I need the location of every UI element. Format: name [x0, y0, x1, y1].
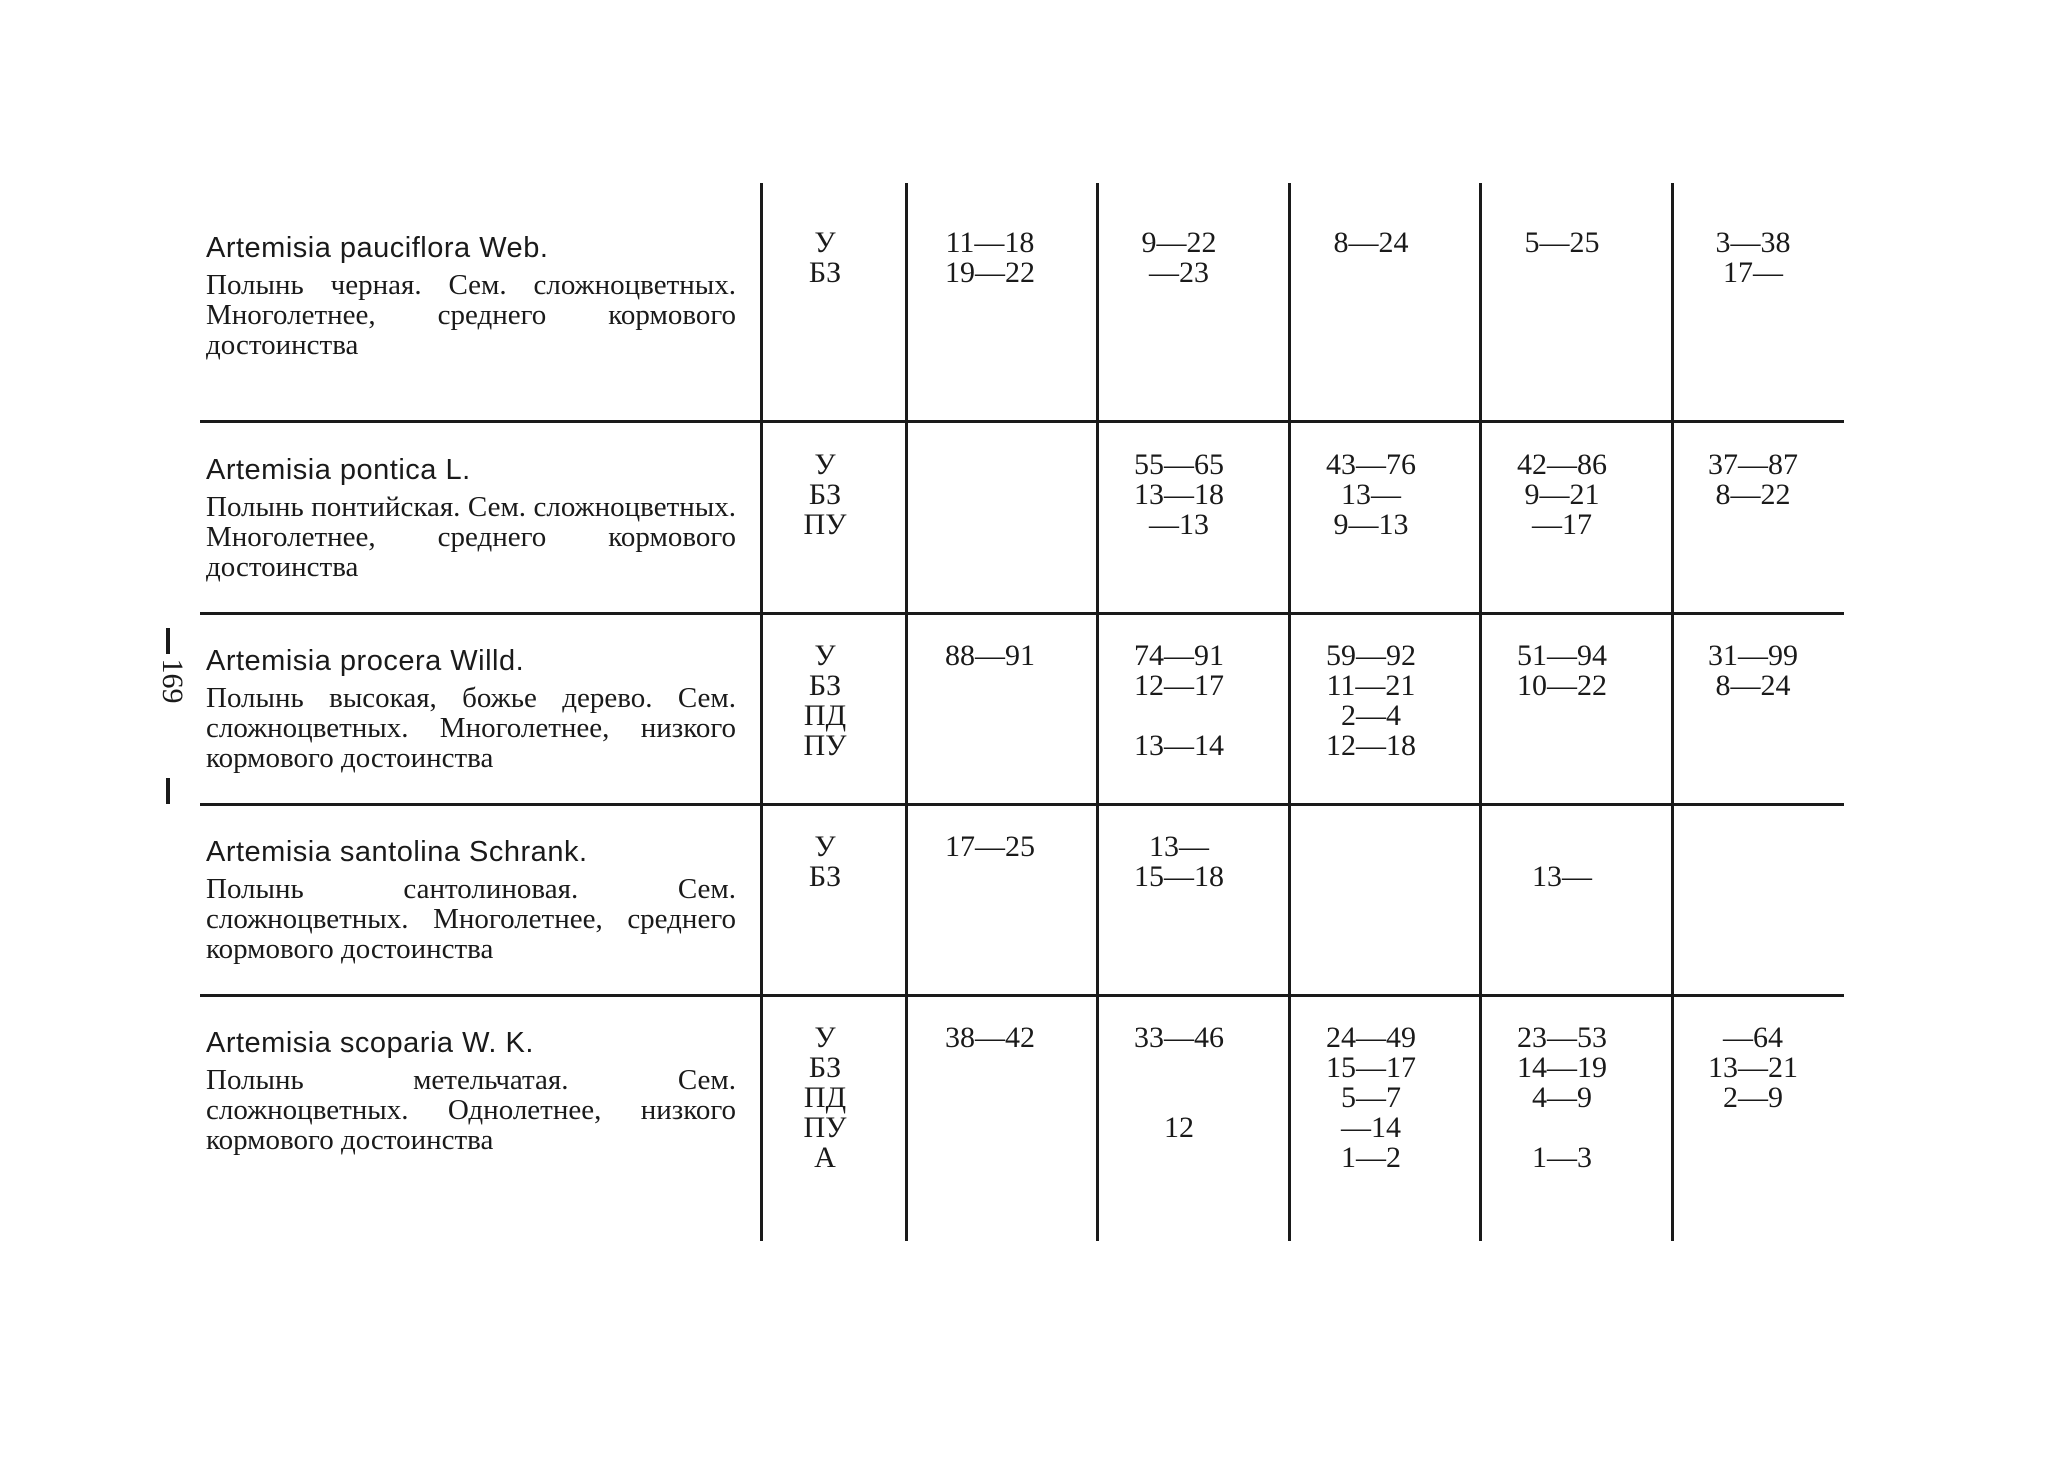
species-latin-name: Artemisia santolina Schrank.	[206, 836, 588, 868]
value-range: 11—18	[945, 226, 1035, 259]
column-rule	[760, 183, 763, 1241]
value-range: 1—3	[1532, 1141, 1592, 1174]
value-range: 9—21	[1524, 478, 1600, 511]
value-range: 13—14	[1134, 729, 1224, 762]
value-range: 2—9	[1723, 1081, 1783, 1114]
value-range: 9—22	[1141, 226, 1217, 259]
value-range: —17	[1532, 508, 1592, 541]
zone-code: У	[814, 1021, 836, 1054]
value-cell-2	[1094, 228, 1264, 288]
value-cell-1	[905, 1023, 1075, 1053]
value-range: 8—22	[1715, 478, 1791, 511]
column-rule	[905, 183, 908, 1241]
zone-code: ПУ	[803, 508, 847, 541]
value-range: 12	[1164, 1111, 1194, 1144]
value-range: 4—9	[1532, 1081, 1592, 1114]
zone-codes-cell	[780, 832, 870, 892]
value-cell-2	[1094, 832, 1264, 892]
value-cell-5	[1668, 641, 1838, 701]
value-cell-3	[1286, 1023, 1456, 1173]
page-number-tick-bottom	[166, 778, 170, 804]
row-separator	[200, 994, 1844, 997]
row-separator	[200, 612, 1844, 615]
value-range: 8—24	[1333, 226, 1409, 259]
value-cell-5	[1668, 450, 1838, 510]
value-range: 13—21	[1708, 1051, 1798, 1084]
zone-codes-cell	[780, 1023, 870, 1173]
value-range: 5—25	[1524, 226, 1600, 259]
value-cell-1	[905, 832, 1075, 862]
value-range: 74—91	[1134, 639, 1224, 672]
zone-code: БЗ	[808, 669, 842, 702]
value-cell-2	[1094, 641, 1264, 761]
value-cell-4	[1477, 1023, 1647, 1173]
zone-code: БЗ	[808, 860, 842, 893]
species-cell	[206, 1023, 736, 1155]
value-cell-1	[905, 228, 1075, 288]
value-range: 1—2	[1341, 1141, 1401, 1174]
value-range	[1477, 832, 1647, 862]
species-description: Полынь сантолиновая. Сем. сложноцветных. Многолетнее, среднего кормового достоинства	[206, 873, 736, 965]
zone-code: ПУ	[803, 729, 847, 762]
species-latin-name: Artemisia scoparia W. K.	[206, 1027, 534, 1059]
value-range: 2—4	[1341, 699, 1401, 732]
value-range: 17—	[1723, 256, 1783, 289]
value-range: 88—91	[945, 639, 1035, 672]
value-range: 12—17	[1134, 669, 1224, 702]
zone-code: БЗ	[808, 256, 842, 289]
species-latin-name: Artemisia pauciflora Web.	[206, 232, 549, 264]
value-cell-4	[1477, 641, 1647, 701]
zone-code: А	[814, 1141, 836, 1174]
zone-code: ПД	[803, 1081, 847, 1114]
value-range	[1094, 701, 1264, 731]
value-range: 31—99	[1708, 639, 1798, 672]
species-cell	[206, 832, 736, 964]
value-range: 8—24	[1715, 669, 1791, 702]
value-cell-4	[1477, 832, 1647, 892]
zone-code: БЗ	[808, 478, 842, 511]
value-cell-1	[905, 641, 1075, 671]
value-range: 10—22	[1517, 669, 1607, 702]
zone-code: У	[814, 639, 836, 672]
value-cell-3	[1286, 641, 1456, 761]
page-number: 169	[156, 658, 189, 704]
species-description: Полынь понтийская. Сем. сложноцветных. Многолетнее, среднего кормового достоинства	[206, 491, 736, 583]
value-cell-3	[1286, 450, 1456, 540]
value-range: 12—18	[1326, 729, 1416, 762]
value-range: 24—49	[1326, 1021, 1416, 1054]
value-range: 37—87	[1708, 448, 1798, 481]
value-range	[1094, 1083, 1264, 1113]
value-cell-2	[1094, 1023, 1264, 1143]
zone-codes-cell	[780, 450, 870, 540]
species-description: Полынь высокая, божье дерево. Сем. сложноцветных. Многолетнее, низкого кормового достоинства	[206, 682, 736, 774]
value-cell-2	[1094, 450, 1264, 540]
species-latin-name: Artemisia procera Willd.	[206, 645, 525, 677]
value-range: 43—76	[1326, 448, 1416, 481]
value-range: 42—86	[1517, 448, 1607, 481]
zone-code: ПУ	[803, 1111, 847, 1144]
species-description: Полынь черная. Сем. сложноцветных. Многолетнее, среднего кормового достоинства	[206, 269, 736, 361]
value-range: 11—21	[1326, 669, 1416, 702]
zone-code: У	[814, 226, 836, 259]
value-range: —23	[1149, 256, 1209, 289]
species-cell	[206, 641, 736, 773]
row-separator	[200, 803, 1844, 806]
value-range: 15—17	[1326, 1051, 1416, 1084]
species-cell	[206, 450, 736, 582]
value-range: 33—46	[1134, 1021, 1224, 1054]
value-range: 19—22	[945, 256, 1035, 289]
zone-code: У	[814, 448, 836, 481]
value-range: 23—53	[1517, 1021, 1607, 1054]
value-cell-4	[1477, 228, 1647, 258]
zone-code: У	[814, 830, 836, 863]
value-range: 9—13	[1333, 508, 1409, 541]
species-cell	[206, 228, 736, 360]
value-range: 59—92	[1326, 639, 1416, 672]
value-cell-3	[1286, 228, 1456, 258]
value-cell-4	[1477, 450, 1647, 540]
zone-codes-cell	[780, 641, 870, 761]
value-range: 51—94	[1517, 639, 1607, 672]
value-range	[1477, 1113, 1647, 1143]
value-cell-5	[1668, 1023, 1838, 1113]
value-cell-5	[1668, 228, 1838, 288]
value-range: 13—	[1341, 478, 1401, 511]
value-range: 17—25	[945, 830, 1035, 863]
value-range: —64	[1723, 1021, 1783, 1054]
value-range: 38—42	[945, 1021, 1035, 1054]
value-range: 14—19	[1517, 1051, 1607, 1084]
value-range: —13	[1149, 508, 1209, 541]
value-range: 13—	[1532, 860, 1592, 893]
value-range	[1094, 1053, 1264, 1083]
species-latin-name: Artemisia pontica L.	[206, 454, 471, 486]
value-range: 13—	[1149, 830, 1209, 863]
value-range: 13—18	[1134, 478, 1224, 511]
value-range: 55—65	[1134, 448, 1224, 481]
value-range: 5—7	[1341, 1081, 1401, 1114]
zone-codes-cell	[780, 228, 870, 288]
zone-code: ПД	[803, 699, 847, 732]
value-range: 15—18	[1134, 860, 1224, 893]
row-separator	[200, 420, 1844, 423]
value-range: —14	[1341, 1111, 1401, 1144]
zone-code: БЗ	[808, 1051, 842, 1084]
value-range: 3—38	[1715, 226, 1791, 259]
species-description: Полынь метельчатая. Сем. сложноцветных. Однолетнее, низкого кормового достоинства	[206, 1064, 736, 1156]
